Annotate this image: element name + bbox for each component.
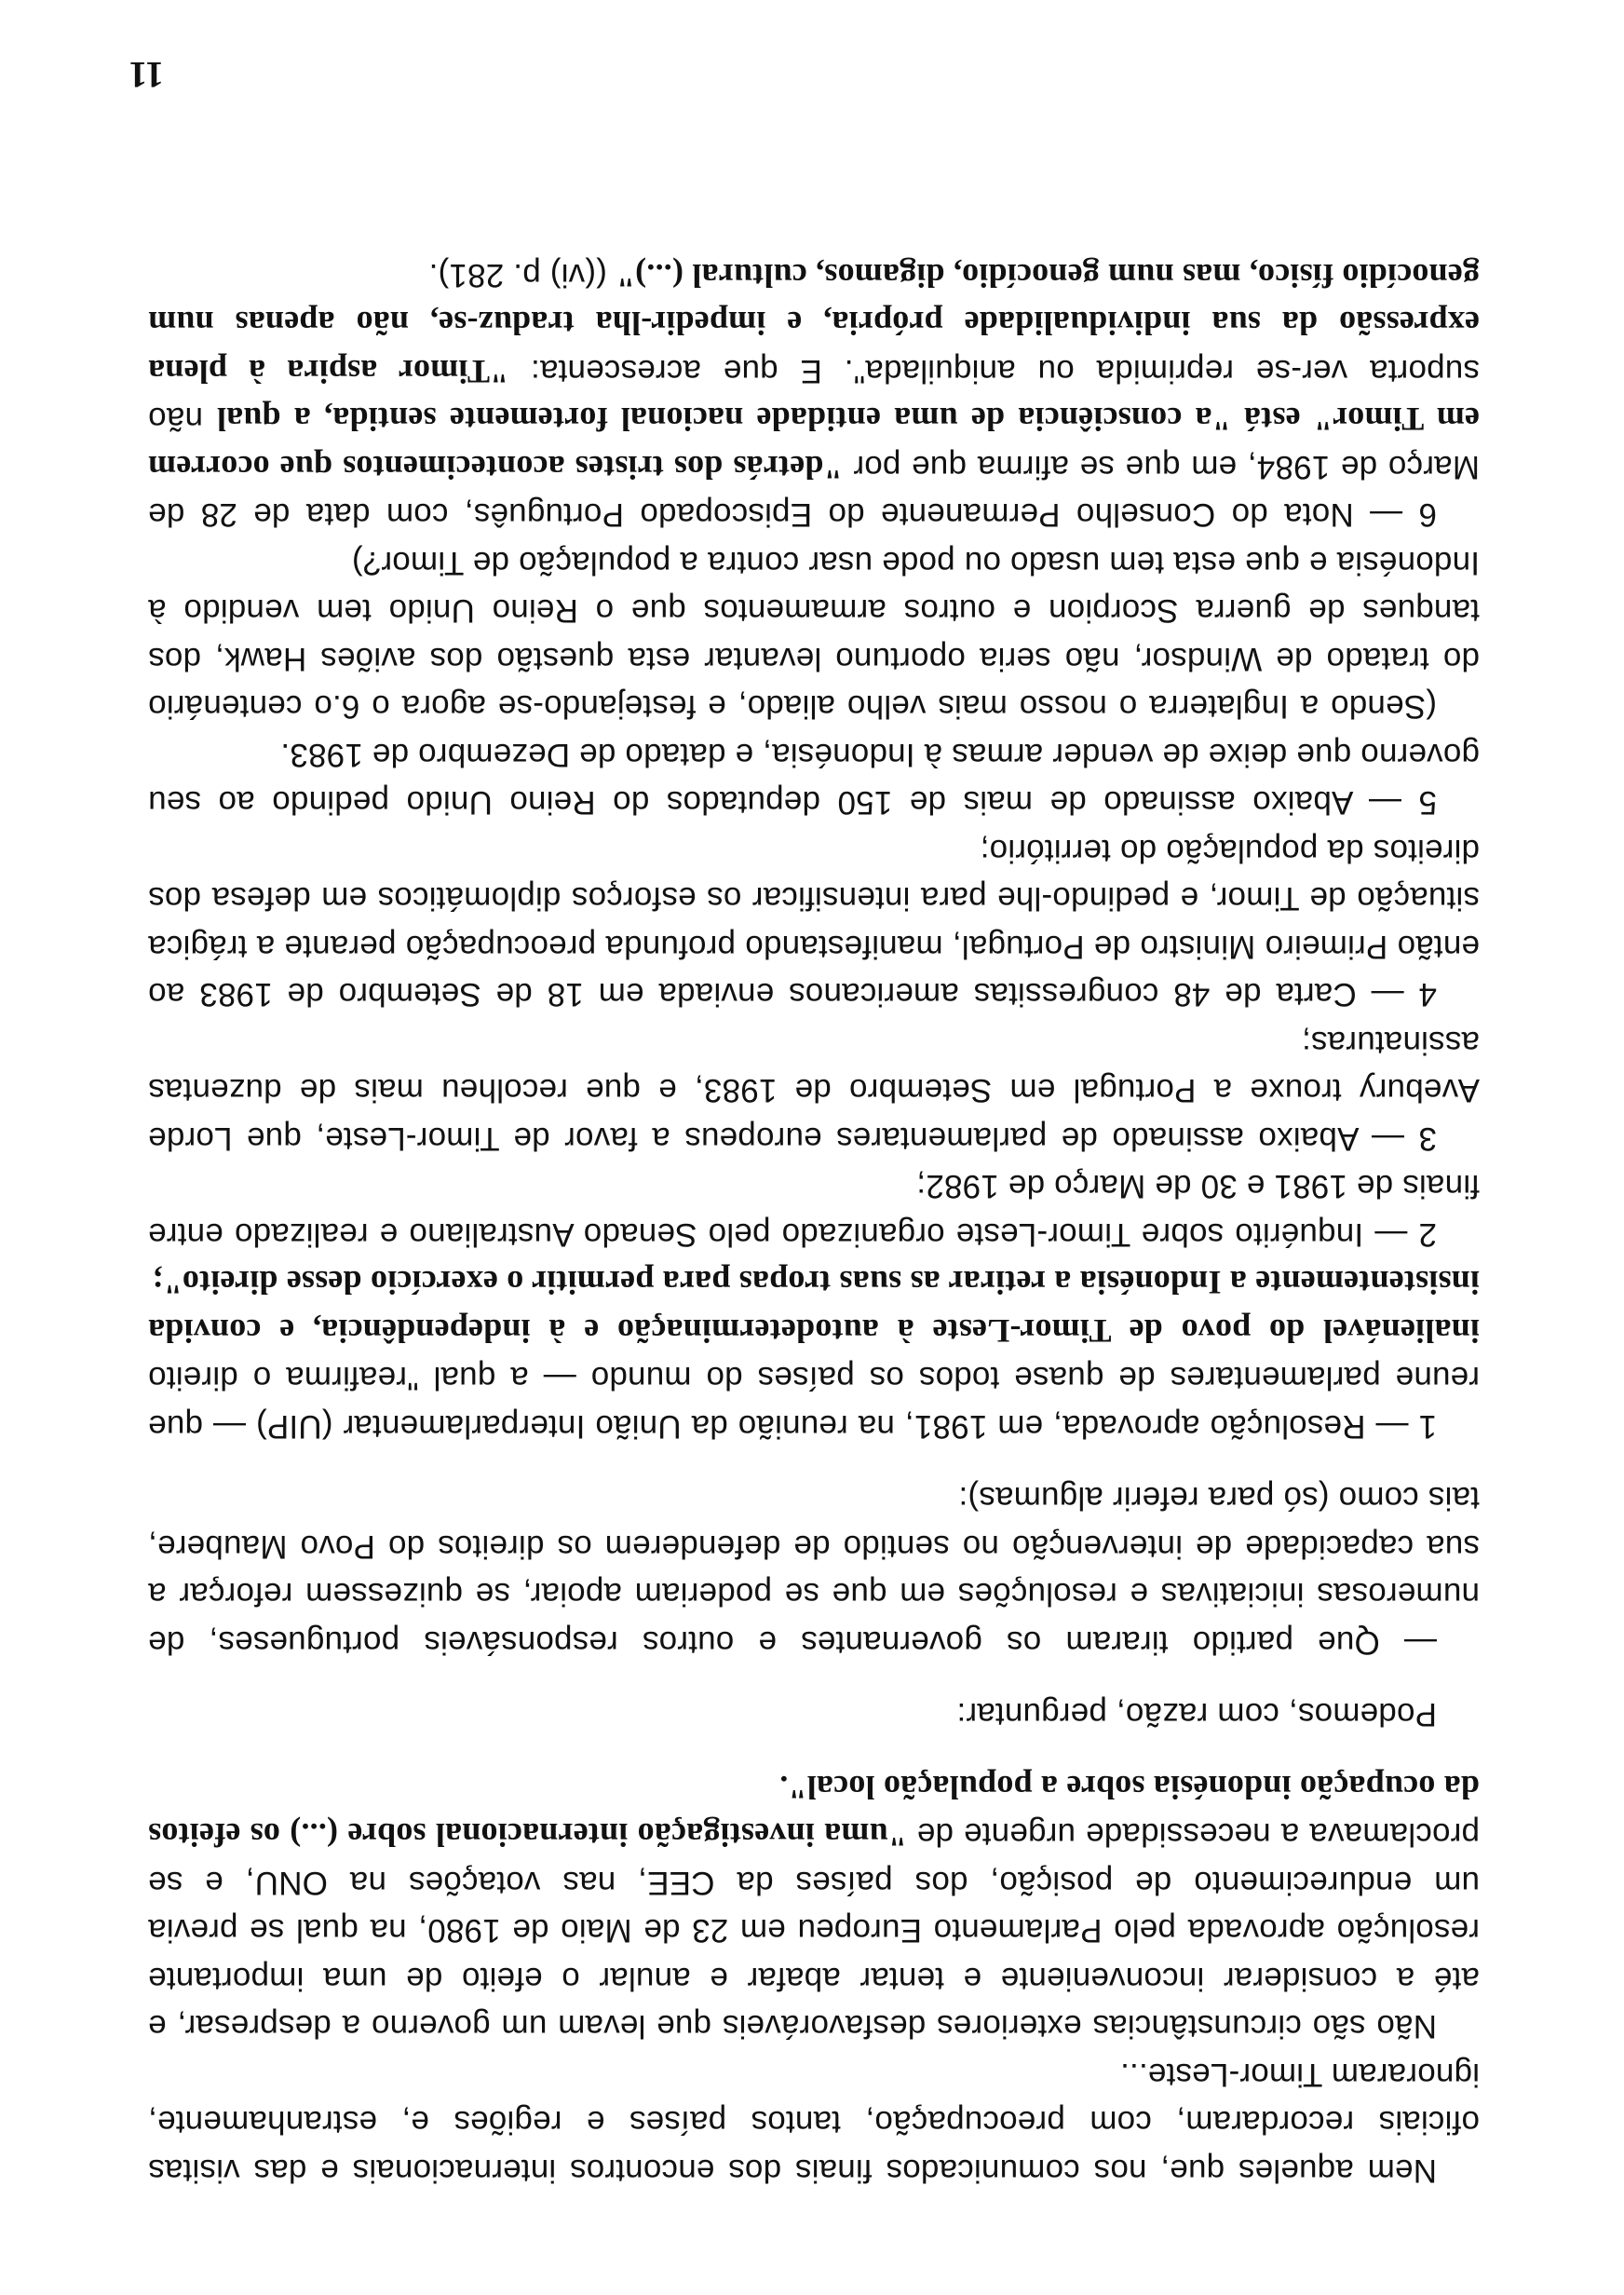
list-item-6-text-b: não suporta ver-se reprimida ou aniquilada". E que acrescenta: bbox=[148, 353, 1480, 438]
paragraph-intro: Nem aqueles que, nos comunicados finais dos encontros internacionais e das visitas oficiais recordaram, com preocupação, tantos países e regiões e, estranhamente, ignoraram Timor-Leste... bbox=[148, 2057, 1480, 2189]
paragraph-question: Podemos, com razão, perguntar: bbox=[956, 1696, 1437, 1733]
list-item-4: 4 — Carta de 48 congressitas americanos enviada em 18 de Setembro de 1983 ao então Primeiro Ministro de Portugal, manifestando profunda preocupação perante a trágica situação de Timor, e pedindo-lhe para intensificar os esforços diplomáticos em defesa dos direitos da população do território; bbox=[148, 833, 1480, 1013]
list-item-5-note: (Sendo a Inglaterra o nosso mais velho aliado, e festejando-se agora o 6.o centenário do tratado de Windsor, não seria oportuno levantar esta questão dos aviões Hawk, dos tanques de guerra Scorpion e outros armamentos que o Reino Unido tem vendido à Indonésia e que esta tem usado ou pode usar contra a população de Timor?) bbox=[148, 545, 1480, 726]
list-item-3: 3 — Abaixo assinado de parlamentares europeus a favor de Timor-Leste, que Lorde Avebury trouxe a Portugal em Setembro de 1983, e que recolheu mais de duzentas assinaturas; bbox=[148, 1025, 1480, 1157]
list-item-6-bold-a: "detrás dos tristes acontecimentos que ocorrem em Timor" está "a consciência de uma entidade nacional fortemente sentida, a qual bbox=[147, 401, 1480, 486]
paragraph-resolution bbox=[148, 1763, 1480, 2051]
paragraph-dash: — Que partido tiraram os governantes e outros responsáveis portugueses, de numerosas iniciativas e resoluções em que se poderiam apoiar, se quizessem reforçar a sua capacidade de intervenção no sentido de defenderem os direitos do Povo Maubere, tais como (só para referir algumas): bbox=[148, 1480, 1480, 1661]
list-item-1-bold: inalienável do povo de Timor-Leste à autodeterminação e à independência, e convida insistentemente a Indonésia a retirar as suas tropas para permitir o exercício desse direito"; bbox=[148, 1264, 1480, 1350]
page-number: 11 bbox=[129, 54, 164, 96]
list-item-6 bbox=[148, 251, 1480, 539]
list-item-6-text-a: 6 — Nota do Conselho Permanente do Episcopado Português, com data de 28 de Março de 1984, em que se afirma que por bbox=[148, 449, 1480, 534]
list-item-1-text: 1 — Resolução aprovada, em 1981, na reunião da União Interparlamentar (UIP) — que reune parlamentares de quase todos os países do mundo — a qual "reafirma o direito bbox=[148, 1360, 1480, 1445]
page-body bbox=[148, 251, 1480, 2195]
bold-quote: "uma investigação internacional sobre (...) os efeitos da ocupação indonésia sobre a população local". bbox=[148, 1769, 1480, 1854]
list-item-6-citation: ((vi) p. 281). bbox=[428, 257, 616, 293]
paragraph-resolution-text: Não são circunstâncias exteriores desfavoráveis que levam um governo a despresar, e até a considerar inconveniente e tentar abafar e anular o efeito de uma importante resolução aprovada pelo Parlamento Europeu em 23 de Maio de 1980, na qual se previa um endurecimento de posição, dos países da CEE, nas votações na ONU, e se proclamava a necessidade urgente de bbox=[148, 1816, 1480, 2045]
list-item-6-bold-b: "Timor aspira à plena expressão da sua individualidade própria, e impedir-lha traduz-se, não apenas num genocídio físico, mas num genocídio, digamos, cultural (...)" bbox=[148, 257, 1480, 390]
list-item-1 bbox=[148, 1258, 1480, 1450]
list-item-2: 2 — Inquérito sobre Timor-Leste organizado pelo Senado Australiano e realizado entre finais de 1981 e 30 de Março de 1982; bbox=[148, 1168, 1480, 1253]
list-item-5: 5 — Abaixo assinado de mais de 150 deputados do Reino Unido pedindo ao seu governo que deixe de vender armas à Indonésia, e datado de Dezembro de 1983. bbox=[148, 737, 1480, 822]
